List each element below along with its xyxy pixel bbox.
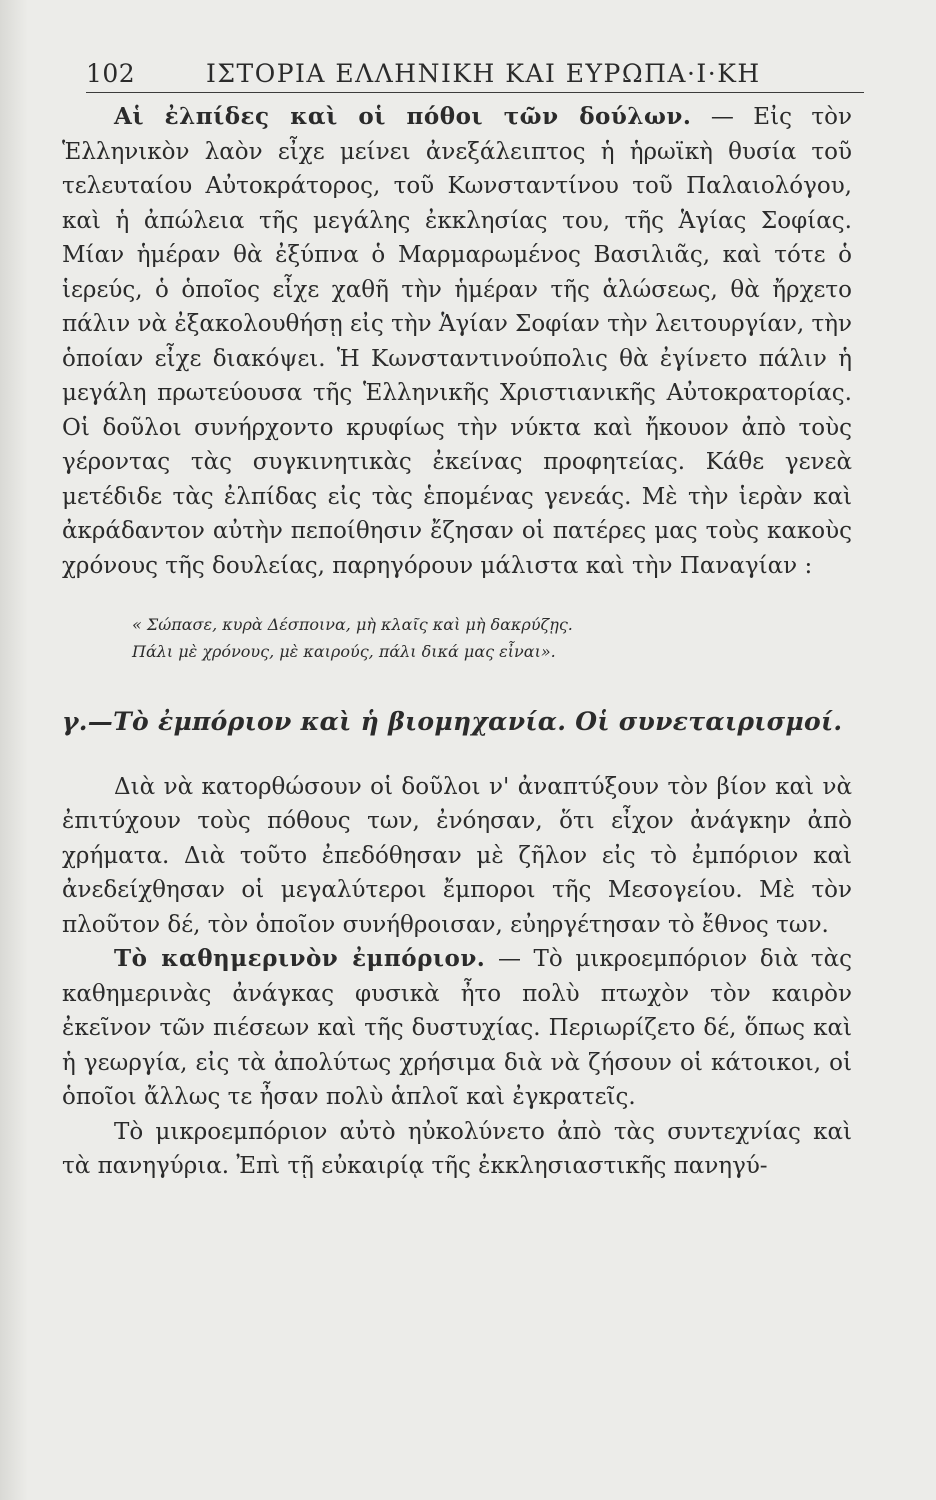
verse-line: « Σώπασε, κυρὰ Δέσποινα, μὴ κλαῖς καὶ μὴ δακρύζῃς. xyxy=(132,615,573,634)
folk-verse xyxy=(132,611,852,665)
paragraph-commerce: Διὰ νὰ κατορθώσουν οἱ δοῦλοι ν' ἀναπτύξουν τὸν βίον καὶ νὰ ἐπιτύχουν τοὺς πόθους των, ἐνόησαν, ὅτι εἶχον ἀνάγκην ἀπὸ χρήματα. Διὰ τοῦτο ἐπεδόθησαν μὲ ζῆλον εἰς τὸ ἐμπόριον καὶ ἀνεδείχθησαν οἱ μεγαλύτεροι ἔμποροι τῆς Μεσογείου. Μὲ τὸν πλοῦτον δέ, τὸν ὁποῖον συνήθροισαν, εὐηργέτησαν τὸ ἔθνος των. xyxy=(62,773,852,938)
paragraph-hopes-of-the-enslaved xyxy=(62,100,852,583)
paragraph-retail-and-fairs: Τὸ μικροεμπόριον αὐτὸ ηὐκολύνετο ἀπὸ τὰς συντεχνίας καὶ τὰ πανηγύρια. Ἐπὶ τῇ εὐκαιρίᾳ τῆς ἐκκλησιαστικῆς πανηγύ- xyxy=(62,1118,852,1179)
paragraph-text: — Τὸ μικροεμπόριον διὰ τὰς καθημερινὰς ἀνάγκας φυσικὰ ἦτο πολὺ πτωχὸν τὸν καιρὸν ἐκεῖνον τῶν πιέσεων καὶ τῆς δυστυχίας. Περιωρίζετο δέ, ὅπως καὶ ἡ γεωργία, εἰς τὰ ἀπολύτως χρήσιμα διὰ νὰ ζήσουν οἱ κάτοικοι, οἱ ὁποῖοι ἄλλως τε ἦσαν πολὺ ἁπλοῖ καὶ ἐγκρατεῖς. xyxy=(62,946,853,1110)
running-title: ΙΣΤΟΡΙΑ ΕΛΛΗΝΙΚΗ ΚΑΙ ΕΥΡΩΠΑ·Ι·ΚΗ xyxy=(206,59,761,88)
verse-line: Πάλι μὲ χρόνους, μὲ καιρούς, πάλι δικά μας εἶναι». xyxy=(132,642,556,661)
section-heading: γ.—Τὸ ἐμπόριον καὶ ἡ βιομηχανία. Οἱ συνεταιρισμοί. xyxy=(62,707,843,736)
page-body xyxy=(62,100,852,1184)
run-in-heading: Αἱ ἐλπίδες καὶ οἱ πόθοι τῶν δούλων. xyxy=(114,103,692,130)
running-head xyxy=(86,36,866,88)
header-rule xyxy=(86,92,864,93)
page-number: 102 xyxy=(86,59,136,88)
run-in-heading: Τὸ καθημερινὸν ἐμπόριον. xyxy=(114,945,486,972)
paragraph-text: — Εἰς τὸν Ἑλληνικὸν λαὸν εἶχε μείνει ἀνεξάλειπτος ἡ ἡρωϊκὴ θυσία τοῦ τελευταίου Αὐτοκράτορος, τοῦ Κωνσταντίνου τοῦ Παλαιολόγου, καὶ ἡ ἀπώλεια τῆς μεγάλης ἐκκλησίας του, τῆς Ἁγίας Σοφίας. Μίαν ἡμέραν θὰ ἐξύπνα ὁ Μαρμαρωμένος Βασιλιᾶς, καὶ τότε ὁ ἱερεύς, ὁ ὁποῖος εἶχε χαθῆ τὴν ἡμέραν τῆς ἁλώσεως, θὰ ἤρχετο πάλιν νὰ ἐξακολουθήσῃ εἰς τὴν Ἁγίαν Σοφίαν τὴν λειτουργίαν, τὴν ὁποίαν εἶχε διακόψει. Ἡ Κωνσταντινούπολις θὰ ἐγίνετο πάλιν ἡ μεγάλη πρωτεύουσα τῆς Ἑλληνικῆς Χριστιανικῆς Αὐτοκρατορίας. Οἱ δοῦλοι συνήρχοντο κρυφίως τὴν νύκτα καὶ ἤκουον ἀπὸ τοὺς γέροντας τὰς συγκινητικὰς ἐκείνας προφητείας. Κάθε γενεὰ μετέδιδε τὰς ἐλπίδας εἰς τὰς ἑπομένας γενεάς. Μὲ τὴν ἱερὰν καὶ ἀκράδαντον αὐτὴν πεποίθησιν ἔζησαν οἱ πατέρες μας τοὺς κακοὺς χρόνους τῆς δουλείας, παρηγόρουν μάλιστα καὶ τὴν Παναγίαν : xyxy=(62,104,852,579)
paragraph-daily-commerce xyxy=(62,942,852,1115)
